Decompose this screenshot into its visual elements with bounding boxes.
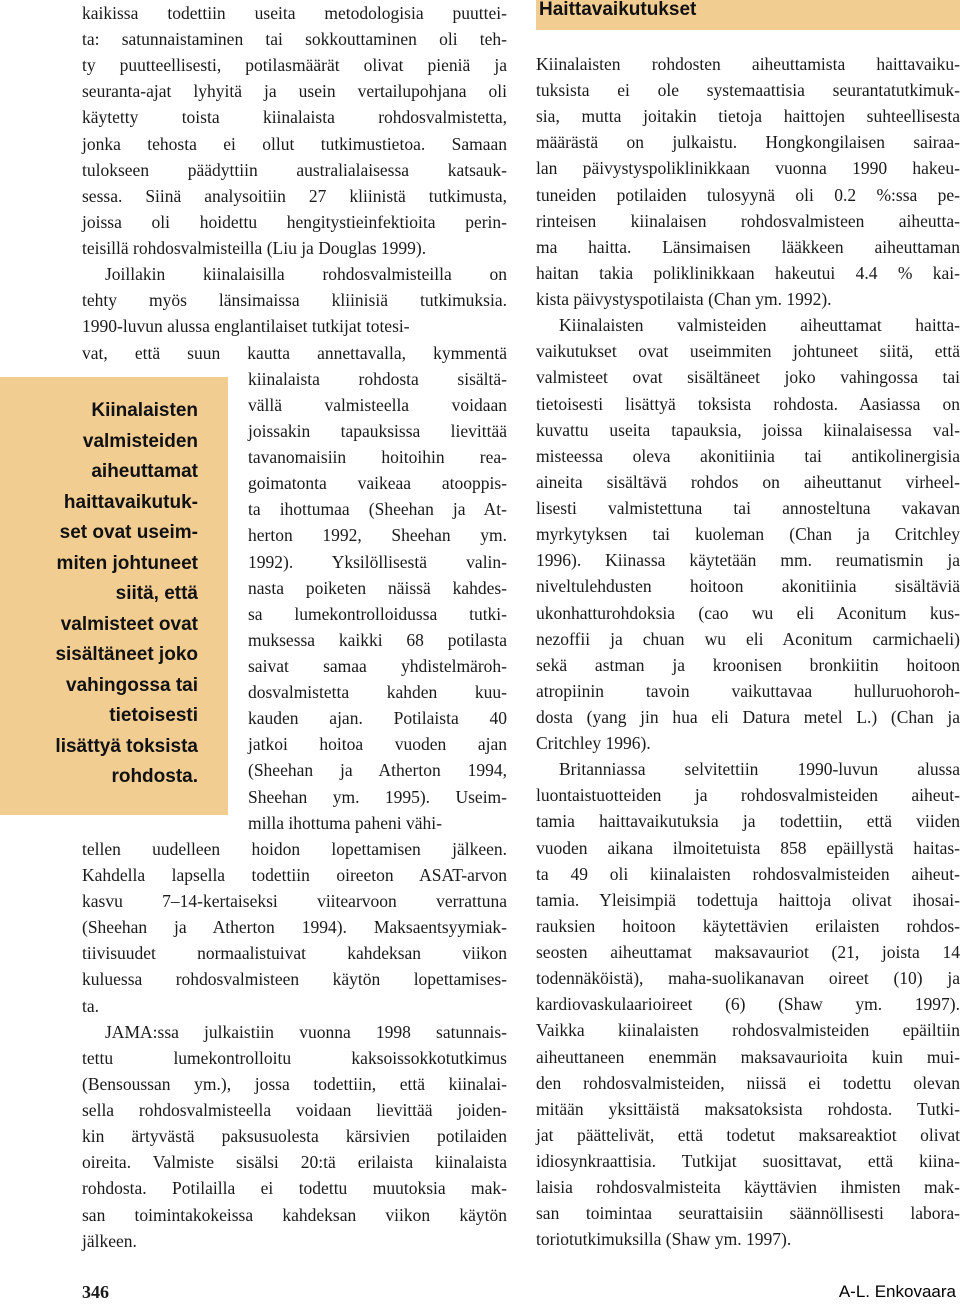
right_column-line: mitään yksittäistä maksatoksista rohdosta. Tutki- — [536, 1098, 960, 1119]
section-heading-box — [536, 0, 960, 30]
left_column-line: muksessa kaikki 68 potilasta — [248, 629, 507, 650]
left_column-line: ty puutteellisesti, potilasmäärät olivat pieniä ja — [82, 55, 507, 76]
left_column-line: sessa. Siinä analysoitiin 27 kliinistä tutkimusta, — [82, 185, 507, 206]
right_column-line: jat päättelivät, että todetut maksareaktiot olivat — [536, 1124, 960, 1145]
left_column-line: tiivisuudet normaalistuivat kahdeksan viikon — [82, 943, 507, 964]
right_column-line: misteessa oleva akonitiinia tai antikolinergisia — [536, 445, 960, 466]
left_column-line: tehty myös länsimaissa kliinisiä tutkimuksia. — [82, 290, 507, 311]
right_column-line: atropiinin tavoin vaikuttavaa hulluruohoroh- — [536, 680, 960, 701]
left_column-line: (Sheehan ja Atherton 1994, — [248, 760, 507, 781]
left_column-line: JAMA:ssa julkaistiin vuonna 1998 satunnais- — [105, 1021, 507, 1042]
left_column-line: rohdosta. Potilailla ei todettu muutoksia mak- — [82, 1178, 507, 1199]
left_column-line: tavanomaisiin hoitoihin rea- — [248, 447, 507, 468]
right_column-line: den rohdosvalmisteiden, niissä ei todettu olevan — [536, 1072, 960, 1093]
right_column-line: Critchley 1996). — [536, 733, 651, 754]
left_column-line: tellen uudelleen hoidon lopettamisen jälkeen. — [82, 838, 507, 859]
left_column-line: tulokseen päädyttiin australialaisessa katsauk- — [82, 159, 507, 180]
left_column-line: ta: satunnaistaminen tai sokkouttaminen oli teh- — [82, 29, 507, 50]
right_column-line: niveltulehdusten hoitoon akonitiinia sisältäviä — [536, 576, 960, 597]
right_column-line: sia, mutta joitakin tietoja haittojen suhteellisesta — [536, 106, 960, 127]
right_column-line: vaikutukset ovat useimmiten johtuneet siitä, että — [536, 341, 960, 362]
right_column-line: aiheuttaneen enemmän maksavaurioita kuin mui- — [536, 1046, 960, 1067]
right_column-line: todennäköistä), maha-suolikanavan oireet (10) ja — [536, 968, 960, 989]
pull-quote-line: lisättyä toksista — [55, 735, 198, 757]
right_column-line: kuvattu useita tapauksia, joissa kiinalaisessa val- — [536, 419, 960, 440]
right_column-line: Britanniassa selvitettiin 1990-luvun alussa — [559, 759, 960, 780]
left_column-line: tettu lumekontrolloitu kaksoissokkotutkimus — [82, 1047, 507, 1068]
right_column-line: toriotutkimuksilla (Shaw ym. 1997). — [536, 1229, 792, 1250]
left_column-line: sa lumekontrolloidussa tutki- — [248, 603, 507, 624]
left_column-line: jonka tehosta ei ollut tutkimustietoa. Samaan — [82, 133, 507, 154]
left_column-line: teisillä rohdosvalmisteilla (Liu ja Douglas 1999). — [82, 238, 427, 259]
left_column-line: nasta poiketen näissä kahdes- — [248, 577, 507, 598]
right_column-line: luontaistuotteiden ja rohdosvalmisteiden aiheut- — [536, 785, 960, 806]
right_column-line: kardiovaskulaarioireet (6) (Shaw ym. 1997). — [536, 994, 960, 1015]
right_column-line: lan päivystyspoliklinikkaan vuonna 1990 hakeu- — [536, 158, 960, 179]
left_column-line: kauden ajan. Potilaista 40 — [248, 708, 507, 729]
right_column-line: Kiinalaisten valmisteiden aiheuttamat haitta- — [559, 315, 960, 336]
pull-quote-line: aiheuttamat — [91, 461, 198, 482]
right_column-line: tamia haittavaikutuksia ja todettiin, että viiden — [536, 811, 960, 832]
left_column-line: käytetty toista kiinalaista rohdosvalmistetta, — [82, 107, 507, 128]
pull-quote-line: set ovat useim- — [59, 522, 198, 543]
pull-quote-line: sisältäneet joko — [55, 644, 198, 665]
page-number: 346 — [82, 1282, 109, 1302]
section-heading: Haittavaikutukset — [539, 0, 697, 20]
left_column-line: saivat samaa yhdistelmäroh- — [248, 656, 507, 676]
right_column-line: ma haitta. Länsimaisen lääkkeen aiheuttaman — [536, 236, 960, 257]
right_column-line: aineita sisältävä rohdos on aiheuttanut virheel- — [536, 471, 960, 492]
left_column-line: kaikissa todettiin useita metodologisia puuttei- — [82, 3, 507, 23]
left_column-line: san toimintakokeissa kahdeksan viikon käytön — [82, 1204, 507, 1225]
pull-quote-line: haittavaikutuk- — [63, 491, 198, 513]
left_column-line: sella rohdosvalmisteella voidaan lievittää joiden- — [82, 1100, 507, 1121]
left_column-line: ta. — [82, 995, 100, 1016]
left_column-line: ta ihottumaa (Sheehan ja At- — [248, 499, 507, 520]
right_column-line: kista päivystyspotilaista (Chan ym. 1992). — [536, 289, 832, 310]
left_column-line: (Bensoussan ym.), jossa todettiin, että kiinalai- — [82, 1073, 507, 1094]
right_column-line: ta 49 oli kiinalaisten rohdosvalmisteiden aiheut- — [536, 863, 960, 884]
left_column-line: dosvalmistetta kahden kuu- — [248, 682, 507, 703]
right_column-line: dosta (yang jin hua eli Datura metel L.) (Chan ja — [536, 707, 960, 727]
right_column-line: vuoden aikana ilmoitetuista 858 epäillystä haitas- — [536, 837, 960, 858]
pull-quote-line: tietoisesti — [109, 705, 198, 726]
right_column-line: haitan takia poliklinikkaan hakeutui 4.4 % kai- — [536, 262, 960, 283]
left_column-line: Kahdella lapsella todettiin oireeton ASAT-arvon — [82, 864, 507, 885]
right_column-line: ukonhatturohdoksia (cao wu eli Aconitum kus- — [536, 602, 960, 623]
left_column-line: 1992). Yksilöllisestä valin- — [248, 551, 507, 572]
left_column-line: oireita. Valmiste sisälsi 20:tä erilaista kiinalaista — [82, 1152, 507, 1173]
pull-quote-line: vahingossa tai — [66, 674, 198, 696]
left_column-line: 1990-luvun alussa englantilaiset tutkijat totesi- — [82, 316, 410, 337]
left_column-line: kasvu 7–14-kertaiseksi viitearvoon verrattuna — [82, 891, 507, 912]
left_column-line: Joillakin kiinalaisilla rohdosvalmisteilla on — [105, 264, 507, 285]
left_column-line: kin ärtyvästä paksusuolesta kärsivien potilaiden — [82, 1126, 507, 1147]
left_column-line: joissa oli hoidettu hengitystieinfektioita perin- — [82, 211, 507, 232]
left_column-line: herton 1992, Sheehan ym. — [248, 525, 507, 546]
pull-quote-line: siitä, että — [115, 583, 198, 604]
left_column-line: jatkoi hoitoa vuoden ajan — [248, 734, 507, 755]
right_column-line: Vaikka kiinalaisten rohdosvalmisteiden epäiltiin — [536, 1020, 960, 1041]
pull-quote-box — [0, 377, 228, 815]
author-name: A-L. Enkovaara — [838, 1282, 956, 1301]
left_column-line: seuranta-ajat lyhyitä ja usein vertailupohjana oli — [82, 81, 507, 102]
right_column-line: idiosynkraattisia. Tutkijat suosittavat, että kiina- — [536, 1151, 960, 1172]
right_column-line: tuksista ei ole systemaattisia seurantatutkimuk- — [536, 80, 960, 101]
left_column-line: vällä valmisteella voidaan — [248, 394, 507, 415]
right_column-line: laisia rohdosvalmisteita käyttävien ihmisten mak- — [536, 1177, 960, 1198]
right_column-line: tietoisesti lisättyä toksista rohdosta. Aasiassa on — [536, 393, 960, 414]
right_column-line: tamia. Yleisimpiä todettuja haittoja olivat ihosai- — [536, 889, 960, 910]
left_column-line: kiinalaista rohdosta sisältä- — [248, 368, 507, 389]
pull-quote-line: miten johtuneet — [56, 552, 198, 574]
right_column-line: 1996). Kiinassa käytetään mm. reumatismin ja — [536, 550, 960, 571]
right_column-line: seosten aiheuttamat maksavauriot (21, joista 14 — [536, 942, 960, 963]
right_column-line: rauksien hoitoon käytettävien erilaisten rohdos- — [536, 915, 960, 936]
right_column-line: sekä astman ja kroonisen bronkiitin hoitoon — [536, 654, 960, 675]
pull-quote-line: valmisteiden — [82, 430, 198, 452]
right_column-line: tuneiden potilaiden tulosyynä oli 0.2 %:ssa pe- — [536, 184, 960, 205]
right_column-line: valmisteet ovat sisältäneet joko vahingossa tai — [536, 367, 960, 388]
pull-quote-line: Kiinalaisten — [91, 400, 198, 421]
left_column-line: (Sheehan ja Atherton 1994). Maksaentsyymiak- — [82, 917, 507, 938]
right_column-line: nezoffii ja chuan wu eli Aconitum carmichaeli) — [536, 628, 960, 649]
left_column-line: vat, että suun kautta annettavalla, kymmentä — [82, 342, 507, 363]
right_column-line: san toimintaa seurattaisiin säännöllisesti labora- — [536, 1203, 960, 1224]
left_column-line: jälkeen. — [82, 1230, 137, 1251]
left_column-line: Sheehan ym. 1995). Useim- — [248, 786, 507, 807]
right_column-line: rinteisen kiinalaisen rohdosvalmisteen aiheutta- — [536, 210, 960, 231]
left_column-line: kuluessa rohdosvalmisteen käytön lopettamises- — [82, 969, 507, 990]
right_column-line: myrkytyksen tai kuoleman (Chan ja Critchley — [536, 524, 960, 545]
left_column-line: goimatonta vaikeaa atooppis- — [248, 473, 507, 494]
right_column-line: määrästä on julkaistu. Hongkongilaisen sairaa- — [536, 132, 960, 153]
left_column-line: milla ihottuma paheni vähi- — [248, 812, 442, 833]
left_column-line: joissakin tapauksissa lievittää — [248, 420, 507, 441]
right_column-line: lisesti valmistettuna tai annosteltuna vakavan — [536, 498, 960, 519]
pull-quote-line: rohdosta. — [111, 766, 198, 787]
pull-quote-line: valmisteet ovat — [60, 613, 198, 635]
right_column-line: Kiinalaisten rohdosten aiheuttamista haittavaiku- — [536, 54, 960, 74]
